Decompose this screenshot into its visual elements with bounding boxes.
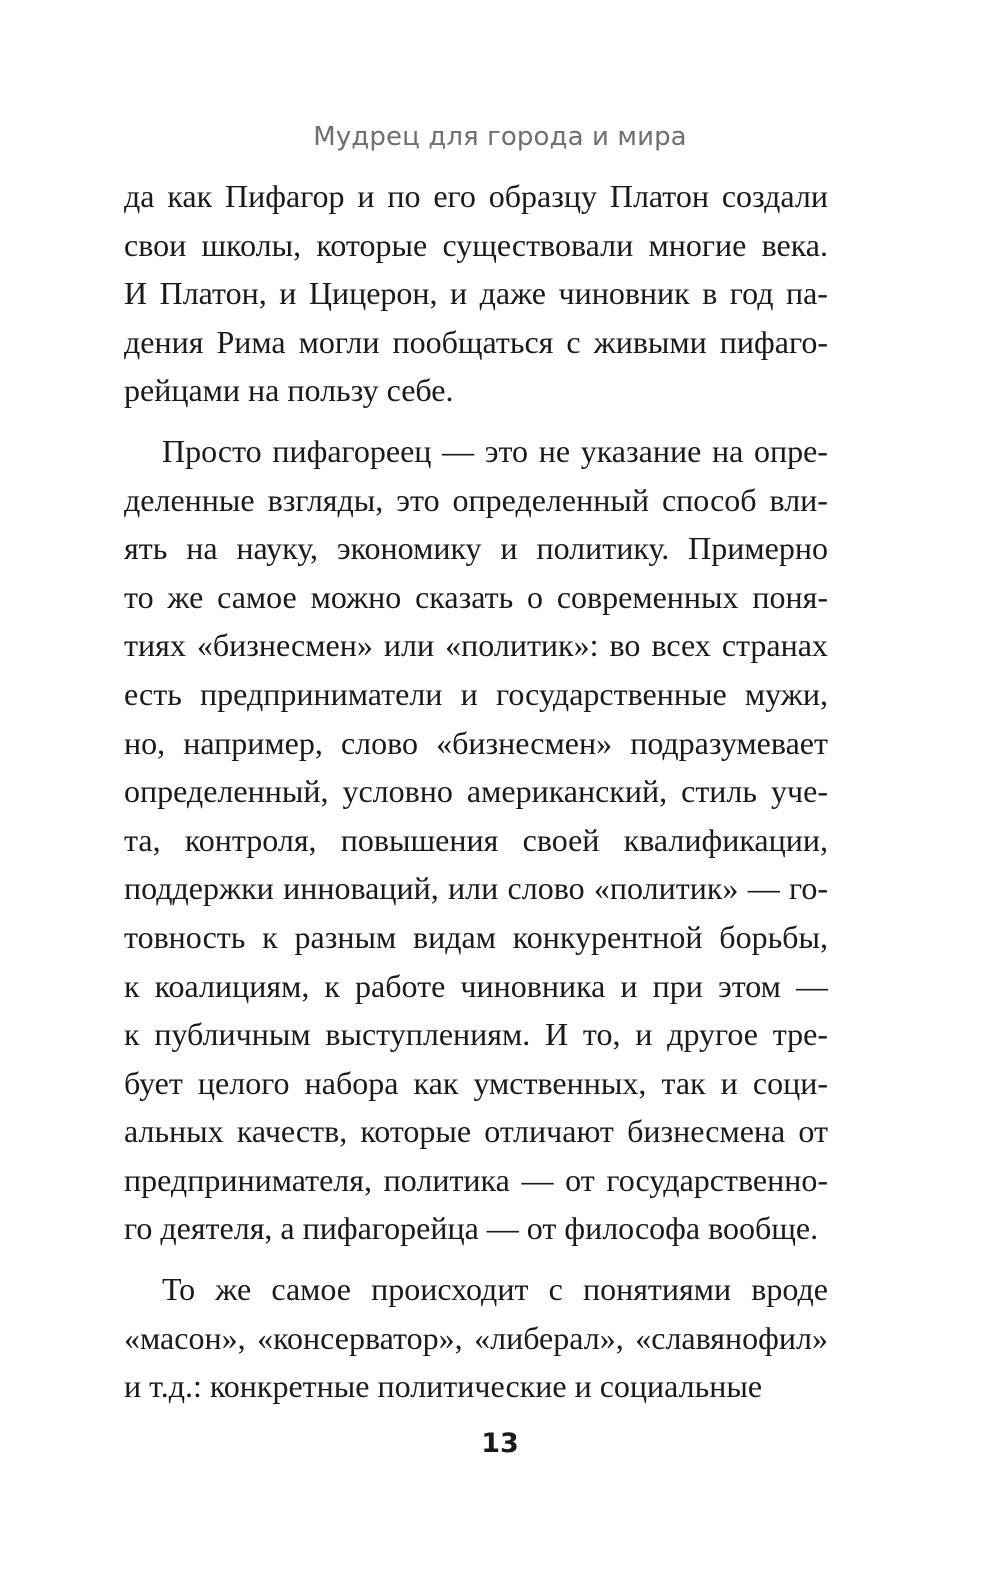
text-line: дения Рима могли пообщаться с живыми пифаго- bbox=[124, 323, 828, 360]
text-line: к коалициям, к работе чиновника и при этом — bbox=[124, 967, 828, 1004]
text-line: рейцами на пользу себе. bbox=[124, 372, 454, 409]
text-line: но, например, слово «бизнесмен» подразумевает bbox=[124, 724, 828, 761]
text-line: товность к разным видам конкурентной борьбы, bbox=[124, 918, 828, 955]
text-line: го деятеля, а пифагорейца — от философа вообще. bbox=[124, 1210, 819, 1247]
text-line: к публичным выступлениям. И то, и другое тре- bbox=[124, 1016, 828, 1053]
text-line: свои школы, которые существовали многие века. bbox=[124, 226, 828, 263]
text-line: тиях «бизнесмен» или «политик»: во всех странах bbox=[124, 627, 828, 664]
text-line: поддержки инноваций, или слово «политик» — го- bbox=[124, 870, 828, 907]
text-line: бует целого набора как умственных, так и соци- bbox=[124, 1064, 828, 1101]
text-line: определенный, условно американский, стиль уче- bbox=[124, 773, 828, 810]
text-line: ять на науку, экономику и политику. Примерно bbox=[124, 530, 828, 567]
paragraph-gap bbox=[124, 415, 828, 427]
paragraph bbox=[124, 172, 828, 415]
text-line: предпринимателя, политика — от государственно- bbox=[124, 1161, 828, 1198]
body-text bbox=[124, 172, 828, 1411]
text-line: и т.д.: конкретные политические и социальные bbox=[124, 1368, 763, 1405]
text-line: деленные взгляды, это определенный способ вли- bbox=[124, 481, 828, 518]
running-header: Мудрец для города и мира bbox=[313, 122, 687, 152]
text-line: альных качеств, которые отличают бизнесмена от bbox=[124, 1113, 828, 1150]
paragraph-gap bbox=[124, 1253, 828, 1265]
text-line: то же самое можно сказать о современных поня- bbox=[124, 578, 828, 615]
paragraph bbox=[124, 1265, 828, 1411]
text-line: И Платон, и Цицерон, и даже чиновник в год па- bbox=[124, 275, 828, 312]
page-number: 13 bbox=[481, 1428, 519, 1459]
text-line: есть предприниматели и государственные мужи, bbox=[124, 675, 828, 712]
text-line: Просто пифагореец — это не указание на опре- bbox=[162, 432, 828, 469]
text-line: да как Пифагор и по его образцу Платон создали bbox=[124, 178, 828, 214]
text-line: То же самое происходит с понятиями вроде bbox=[162, 1271, 828, 1308]
text-line: «масон», «консерватор», «либерал», «славянофил» bbox=[124, 1319, 828, 1356]
paragraph bbox=[124, 427, 828, 1253]
text-line: та, контроля, повышения своей квалификации, bbox=[124, 821, 828, 858]
